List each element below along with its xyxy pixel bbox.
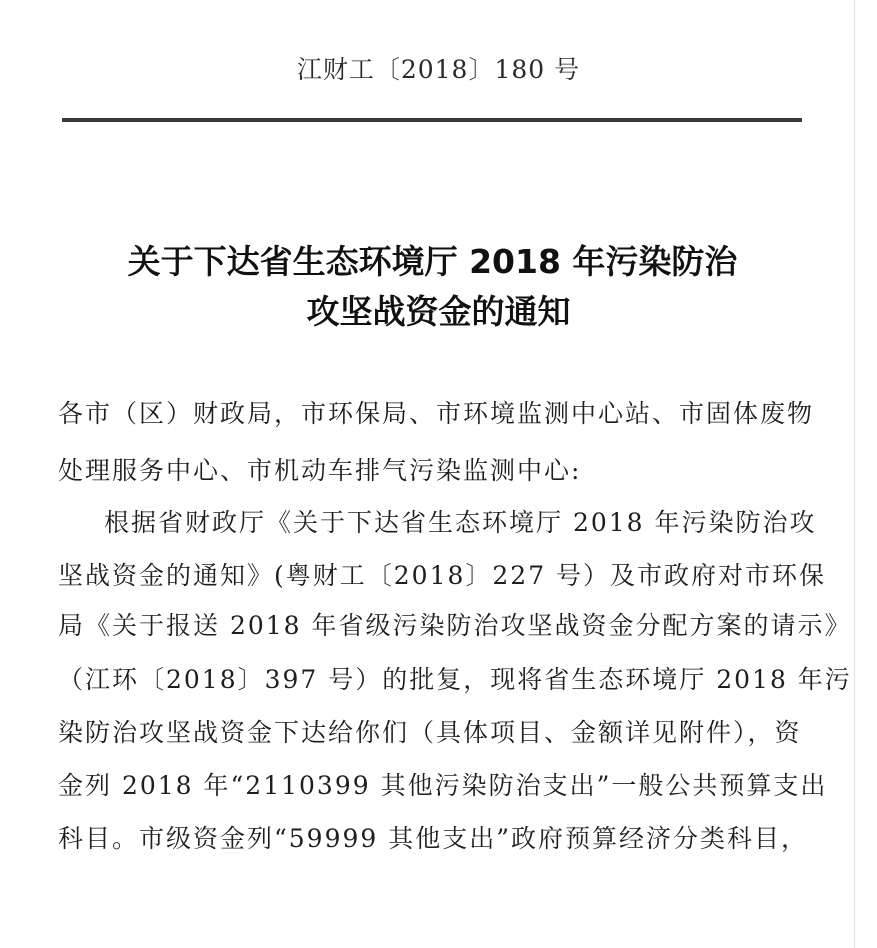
document-number: 江财工〔2018〕180 号	[296, 55, 581, 84]
body-line: 根据省财政厅《关于下达省生态环境厅 2018 年污染防治攻	[104, 508, 817, 537]
document-title-line-2: 攻坚战资金的通知	[306, 292, 571, 331]
body-line: 处理服务中心、市机动车排气污染监测中心:	[58, 456, 582, 485]
header-divider	[62, 118, 802, 122]
body-line: 局《关于报送 2018 年省级污染防治攻坚战资金分配方案的请示》	[58, 611, 852, 640]
body-line: （江环〔2018〕397 号）的批复，现将省生态环境厅 2018 年污	[58, 665, 852, 694]
body-line: 科目。市级资金列“59999 其他支出”政府预算经济分类科目，	[58, 824, 809, 853]
page-edge-shadow	[854, 0, 855, 948]
document-title-line-1: 关于下达省生态环境厅 2018 年污染防治	[127, 242, 738, 281]
body-line: 坚战资金的通知》(粤财工〔2018〕227 号）及市政府对市环保	[58, 561, 827, 590]
body-line: 染防治攻坚战资金下达给你们（具体项目、金额详见附件），资	[58, 718, 802, 747]
body-line: 金列 2018 年“2110399 其他污染防治支出”一般公共预算支出	[58, 771, 828, 800]
body-line: 各市（区）财政局，市环保局、市环境监测中心站、市固体废物	[58, 399, 815, 428]
